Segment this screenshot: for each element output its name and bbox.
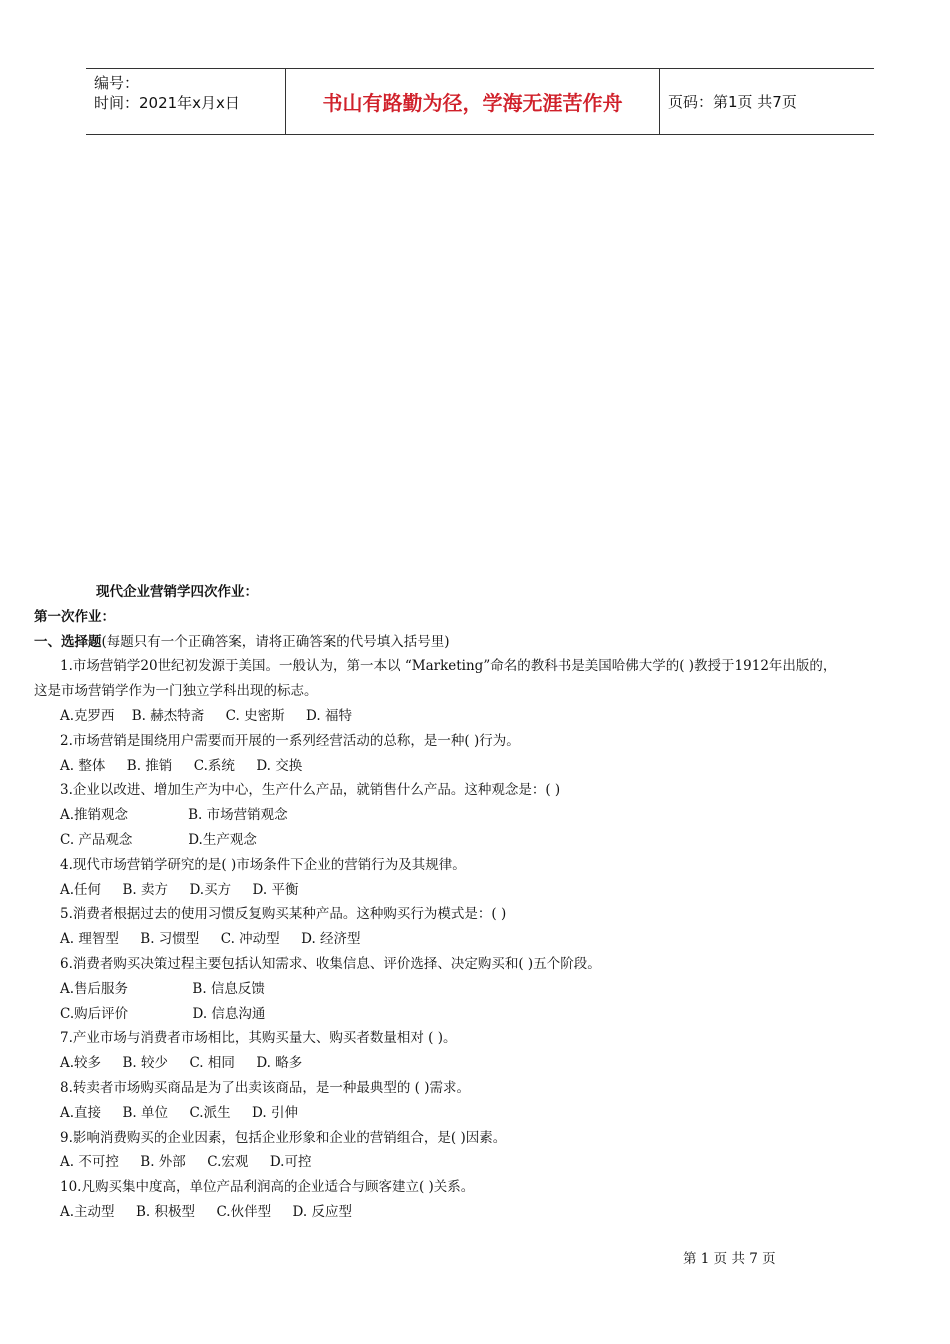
page-label: 页码：第1页 共7页 <box>668 93 797 111</box>
question-options: A.售后服务 B. 信息反馈 <box>60 980 265 997</box>
question-text-continued: 这是市场营销学作为一门独立学科出现的标志。 <box>34 683 318 700</box>
header-left-cell <box>86 69 286 134</box>
question-options: A.克罗西 B. 赫杰特斋 C. 史密斯 D. 福特 <box>60 707 352 724</box>
question-text: 9.影响消费购买的企业因素，包括企业形象和企业的营销组合，是( )因素。 <box>60 1129 507 1146</box>
section-note: (每题只有一个正确答案，请将正确答案的代号填入括号里) <box>101 633 450 650</box>
question-options: A.直接 B. 单位 C.派生 D. 引伸 <box>60 1104 298 1121</box>
question-9 <box>34 1126 924 1176</box>
question-options: A. 整体 B. 推销 C.系统 D. 交换 <box>60 757 303 774</box>
question-options: A.任何 B. 卖方 D.买方 D. 平衡 <box>60 881 299 898</box>
document-title: 现代企业营销学四次作业： <box>96 584 258 600</box>
question-10 <box>34 1175 924 1225</box>
page-footer: 第 1 页 共 7 页 <box>683 1251 776 1267</box>
question-8 <box>34 1076 924 1126</box>
section-heading <box>34 630 924 655</box>
question-options: A. 理智型 B. 习惯型 C. 冲动型 D. 经济型 <box>60 931 361 948</box>
question-text: 10.凡购买集中度高，单位产品利润高的企业适合与顾客建立( )关系。 <box>60 1179 475 1196</box>
question-text: 1.市场营销学20世纪初发源于美国。一般认为，第一本以 “Marketing”命名的教科书是美国哈佛大学的( )教授于1912年出版的， <box>60 658 837 675</box>
question-text: 5.消费者根据过去的使用习惯反复购买某种产品。这种购买行为模式是：( ) <box>60 906 507 923</box>
question-options: A.主动型 B. 积极型 C.伙伴型 D. 反应型 <box>60 1203 352 1220</box>
question-4 <box>34 853 924 903</box>
question-options: C.购后评价 D. 信息沟通 <box>60 1005 266 1022</box>
time-label: 时间：2021年x月x日 <box>94 94 240 112</box>
page-header <box>86 68 874 135</box>
question-1 <box>34 654 924 728</box>
question-options: A.推销观念 B. 市场营销观念 <box>60 807 288 824</box>
section-title: 一、选择题 <box>34 633 102 650</box>
question-text: 6.消费者购买决策过程主要包括认知需求、收集信息、评价选择、决定购买和( )五个阶段。 <box>60 955 601 972</box>
number-label: 编号： <box>94 74 140 92</box>
motto: 书山有路勤为径，学海无涯苦作舟 <box>286 69 660 134</box>
question-2 <box>34 729 924 779</box>
question-5 <box>34 902 924 952</box>
question-text: 4.现代市场营销学研究的是( )市场条件下企业的营销行为及其规律。 <box>60 856 466 873</box>
question-7 <box>34 1026 924 1076</box>
question-text: 8.转卖者市场购买商品是为了出卖该商品，是一种最典型的 ( )需求。 <box>60 1079 470 1096</box>
document-body <box>34 580 924 1225</box>
question-6 <box>34 952 924 1026</box>
question-options: C. 产品观念 D.生产观念 <box>60 831 257 848</box>
question-options: A. 不可控 B. 外部 C.宏观 D.可控 <box>60 1154 312 1171</box>
question-text: 7.产业市场与消费者市场相比，其购买量大、购买者数量相对 ( )。 <box>60 1030 457 1047</box>
question-options: A.较多 B. 较少 C. 相同 D. 略多 <box>60 1055 303 1072</box>
question-text: 3.企业以改进、增加生产为中心，生产什么产品，就销售什么产品。这种观念是：( ) <box>60 782 561 799</box>
question-3 <box>34 778 924 852</box>
homework-heading: 第一次作业： <box>34 608 115 625</box>
question-text: 2.市场营销是围绕用户需要而开展的一系列经营活动的总称，是一种( )行为。 <box>60 732 520 749</box>
